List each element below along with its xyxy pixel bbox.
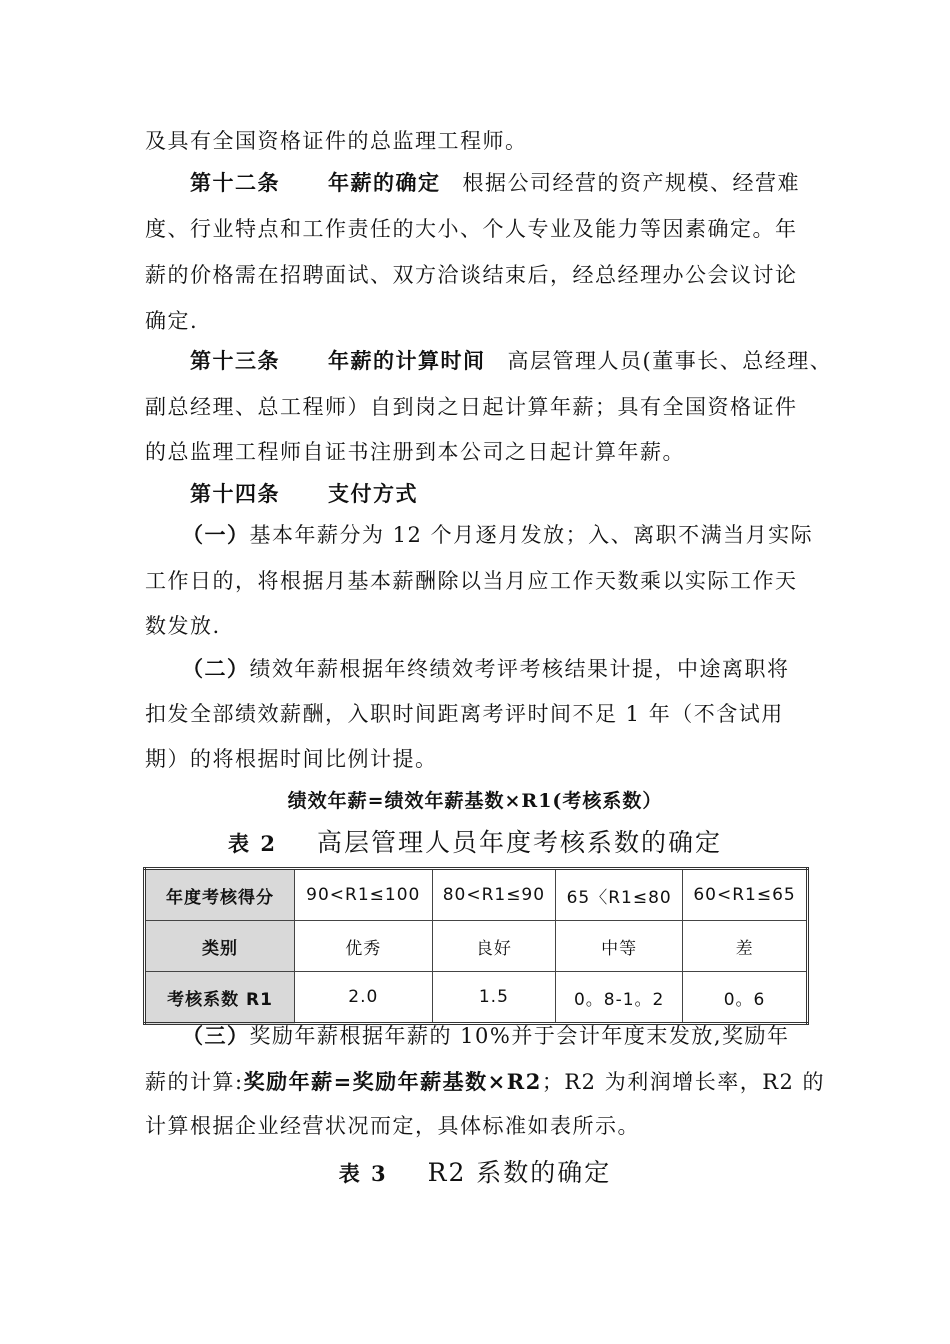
article-13-line: 第十三条 年薪的计算时间 高层管理人员(董事长、总经理、 xyxy=(190,348,833,373)
table-label: 表 3 xyxy=(338,1161,388,1186)
assessment-coefficient-table xyxy=(143,867,809,1025)
paragraph-line: 确定. xyxy=(145,309,199,333)
table-cell: 60<R1≤65 xyxy=(683,869,808,921)
table-label: 表 2 xyxy=(228,831,277,856)
article-title: 支付方式 xyxy=(328,481,418,506)
table-cell: 1.5 xyxy=(432,972,556,1024)
table-row xyxy=(145,972,808,1024)
paragraph-line: 度、行业特点和工作责任的大小、个人专业及能力等因素确定。年 xyxy=(145,217,798,241)
article-number: 第十三条 xyxy=(190,348,280,373)
article-title: 年薪的确定 xyxy=(328,170,441,195)
article-number: 第十四条 xyxy=(190,481,280,506)
table-title: R2 系数的确定 xyxy=(427,1158,612,1187)
table-cell: 0。6 xyxy=(683,972,808,1024)
paragraph-line: 计算根据企业经营状况而定，具体标准如表所示。 xyxy=(145,1114,640,1138)
paragraph-line: 薪的价格需在招聘面试、双方洽谈结束后，经总经理办公会议讨论 xyxy=(145,263,798,287)
table-cell: 优秀 xyxy=(295,921,433,972)
table-title: 高层管理人员年度考核系数的确定 xyxy=(316,828,722,857)
paragraph-line: 的总监理工程师自证书注册到本公司之日起计算年薪。 xyxy=(145,440,685,464)
paragraph-line: 数发放. xyxy=(145,614,221,638)
table-cell: 90<R1≤100 xyxy=(295,869,433,921)
section-1-line: （一）基本年薪分为 12 个月逐月发放；入、离职不满当月实际 xyxy=(182,522,814,547)
table-2-caption xyxy=(0,823,950,859)
table-row-header: 类别 xyxy=(145,921,295,972)
table-cell: 65〈R1≤80 xyxy=(556,869,683,921)
table-row-header: 考核系数 R1 xyxy=(145,972,295,1024)
table-cell: 差 xyxy=(683,921,808,972)
article-number: 第十二条 xyxy=(190,170,280,195)
section-mark: （三） xyxy=(182,1023,250,1048)
paragraph-line: 期）的将根据时间比例计提。 xyxy=(145,747,438,771)
section-mark: （二） xyxy=(182,656,250,681)
section-mark: （一） xyxy=(182,522,250,547)
table-cell: 80<R1≤90 xyxy=(432,869,556,921)
table-row xyxy=(145,869,808,921)
table-cell: 0。8-1。2 xyxy=(556,972,683,1024)
table-cell: 中等 xyxy=(556,921,683,972)
table-cell: 2.0 xyxy=(295,972,433,1024)
paragraph-line: 副总经理、总工程师）自到岗之日起计算年薪；具有全国资格证件 xyxy=(145,395,798,419)
paragraph-line: 薪的计算:奖励年薪=奖励年薪基数×R2；R2 为利润增长率，R2 的 xyxy=(145,1069,826,1094)
article-12-line: 第十二条 年薪的确定 根据公司经营的资产规模、经营难 xyxy=(190,170,800,195)
paragraph-line: 及具有全国资格证件的总监理工程师。 xyxy=(145,129,528,153)
performance-formula: 绩效年薪=绩效年薪基数×R1(考核系数） xyxy=(287,790,663,812)
section-2-line: （二）绩效年薪根据年终绩效考评考核结果计提，中途离职将 xyxy=(182,656,790,681)
paragraph-line: 工作日的，将根据月基本薪酬除以当月应工作天数乘以实际工作天 xyxy=(145,569,798,593)
table-row-header: 年度考核得分 xyxy=(145,869,295,921)
paragraph-line: 扣发全部绩效薪酬，入职时间距离考评时间不足 1 年（不含试用 xyxy=(145,702,784,726)
article-14-line xyxy=(190,479,418,509)
table-row xyxy=(145,921,808,972)
table-cell: 良好 xyxy=(432,921,556,972)
article-title: 年薪的计算时间 xyxy=(328,348,486,373)
bonus-formula: 奖励年薪=奖励年薪基数×R2 xyxy=(243,1069,542,1094)
table-3-caption xyxy=(0,1153,950,1189)
section-3-line: （三）奖励年薪根据年薪的 10%并于会计年度末发放,奖励年 xyxy=(182,1023,790,1048)
